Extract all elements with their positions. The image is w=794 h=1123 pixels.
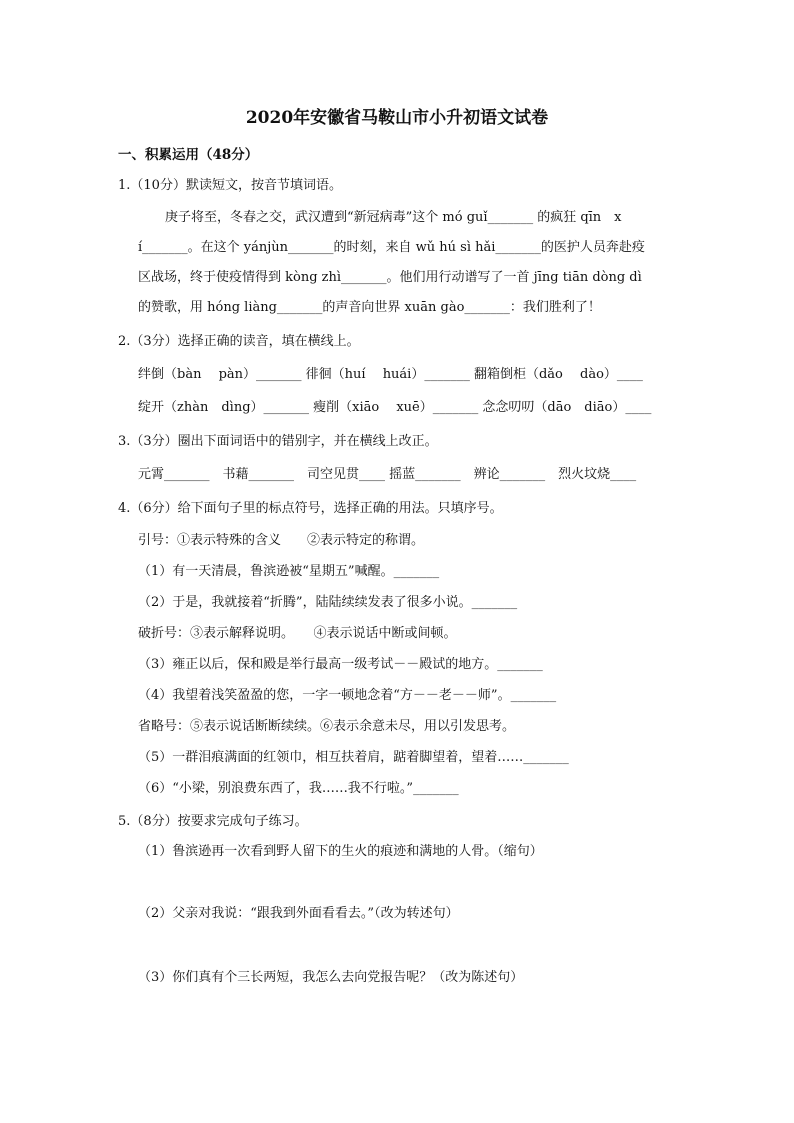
q4-sentence-3: （3）雍正以后，保和殿是举行最高一级考试－－殿试的地方。_______ bbox=[138, 657, 543, 672]
q2-line-2: 绽开（zhàn dìng）_______ 瘦削（xiāo xuē）_______ 念念叨叨（dāo diāo）____ bbox=[138, 400, 652, 415]
q5-heading: 5.（8分）按要求完成句子练习。 bbox=[118, 814, 308, 829]
q4-sentence-2: （2）于是，我就接着“折腾”，陆陆续续发表了很多小说。_______ bbox=[138, 595, 518, 610]
q1-heading: 1.（10分）默读短文，按音节填词语。 bbox=[118, 178, 342, 193]
section-heading: 一、积累运用（48分） bbox=[118, 147, 259, 163]
q3-heading: 3.（3分）圈出下面词语中的错别字，并在横线上改正。 bbox=[118, 434, 438, 449]
q4-ellipsis-rules: 省略号：⑤表示说话断断续续。⑥表示余意未尽，用以引发思考。 bbox=[138, 719, 516, 734]
q3-line-1: 元霄_______ 书藉_______ 司空见贯____ 摇蓝_______ 辨论_______ 烈火坟烧____ bbox=[138, 467, 637, 482]
q4-sentence-6: （6）“小梁，别浪费东西了，我……我不行啦。”_______ bbox=[138, 781, 459, 796]
q1-line-4: 的赞歌，用 hóng liàng_______的声音向世界 xuān gào_______：我们胜利了！ bbox=[138, 300, 601, 315]
q2-heading: 2.（3分）选择正确的读音，填在横线上。 bbox=[118, 334, 360, 349]
q1-line-1: 庚子将至，冬春之交，武汉遭到“新冠病毒”这个 mó guǐ_______ 的疯狂 qīn x bbox=[165, 210, 622, 225]
page-title: 2020年安徽省马鞍山市小升初语文试卷 bbox=[245, 108, 549, 128]
q1-line-2: í_______。在这个 yánjùn_______的时刻，来自 wǔ hú sì hǎi_______的医护人员奔赴疫 bbox=[138, 240, 645, 255]
q4-sentence-1: （1）有一天清晨，鲁滨逊被“星期五”喊醒。_______ bbox=[138, 564, 440, 579]
q4-quote-rules: 引号：①表示特殊的含义 ②表示特定的称谓。 bbox=[138, 533, 425, 548]
q1-line-3: 区战场，终于使疫情得到 kòng zhì_______。他们用行动谱写了一首 jīng tiān dòng dì bbox=[138, 270, 642, 285]
q4-dash-rules: 破折号：③表示解释说明。 ④表示说话中断或间顿。 bbox=[138, 626, 457, 641]
q2-line-1: 绊倒（bàn pàn）_______ 徘徊（huí huái）_______ 翻箱倒柜（dǎo dào）____ bbox=[138, 367, 643, 382]
q5-sentence-2: （2）父亲对我说：“跟我到外面看看去。”（改为转述句） bbox=[138, 906, 459, 921]
q5-sentence-1: （1）鲁滨逊再一次看到野人留下的生火的痕迹和满地的人骨。（缩句） bbox=[138, 844, 543, 859]
q5-sentence-3: （3）你们真有个三长两短，我怎么去向党报告呢？（改为陈述句） bbox=[138, 970, 524, 985]
q4-heading: 4.（6分）给下面句子里的标点符号，选择正确的用法。只填序号。 bbox=[118, 501, 503, 516]
q4-sentence-5: （5）一群泪痕满面的红领巾，相互扶着肩，踮着脚望着，望着……_______ bbox=[138, 750, 569, 765]
q4-sentence-4: （4）我望着浅笑盈盈的您，一字一顿地念着“方－－老－－师”。_______ bbox=[138, 688, 557, 703]
